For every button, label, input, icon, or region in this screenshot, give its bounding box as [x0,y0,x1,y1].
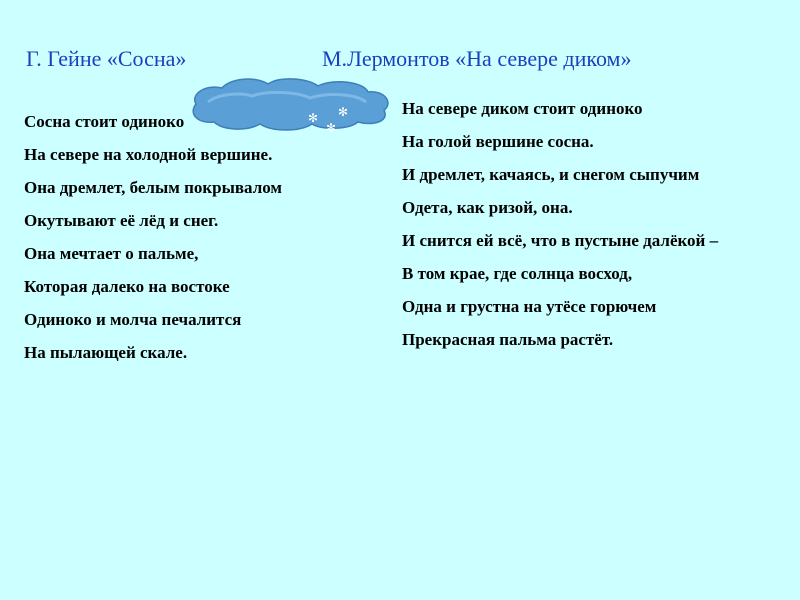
lermontov-line: Одна и грустна на утёсе горючем [402,297,657,316]
heine-line: Она дремлет, белым покрывалом [24,178,283,197]
heine-line: Сосна стоит одиноко [24,112,185,131]
svg-text:✻: ✻ [308,111,319,125]
lermontov-line: Одета, как ризой, она. [402,198,573,217]
heine-line: На севере на холодной вершине. [24,145,273,164]
heine-poem [24,111,374,375]
lermontov-poem [402,98,782,362]
svg-text:✻: ✻ [326,121,337,134]
lermontov-line: На голой вершине сосна. [402,132,594,151]
lermontov-line: Прекрасная пальма растёт. [402,330,614,349]
heine-line: На пылающей скале. [24,343,188,362]
title-heine: Г. Гейне «Сосна» [26,46,187,71]
heine-line: Которая далеко на востоке [24,277,230,296]
svg-text:✻: ✻ [338,105,349,119]
title-lermontov: М.Лермонтов «На севере диком» [322,46,632,71]
heine-line: Одиноко и молча печалится [24,310,242,329]
lermontov-line: И дремлет, качаясь, и снегом сыпучим [402,165,700,184]
lermontov-line: И снится ей всё, что в пустыне далёкой – [402,231,719,250]
lermontov-line: На севере диком стоит одиноко [402,99,643,118]
heine-line: Окутывают её лёд и снег. [24,211,219,230]
heine-line: Она мечтает о пальме, [24,244,199,263]
lermontov-line: В том крае, где солнца восход, [402,264,633,283]
